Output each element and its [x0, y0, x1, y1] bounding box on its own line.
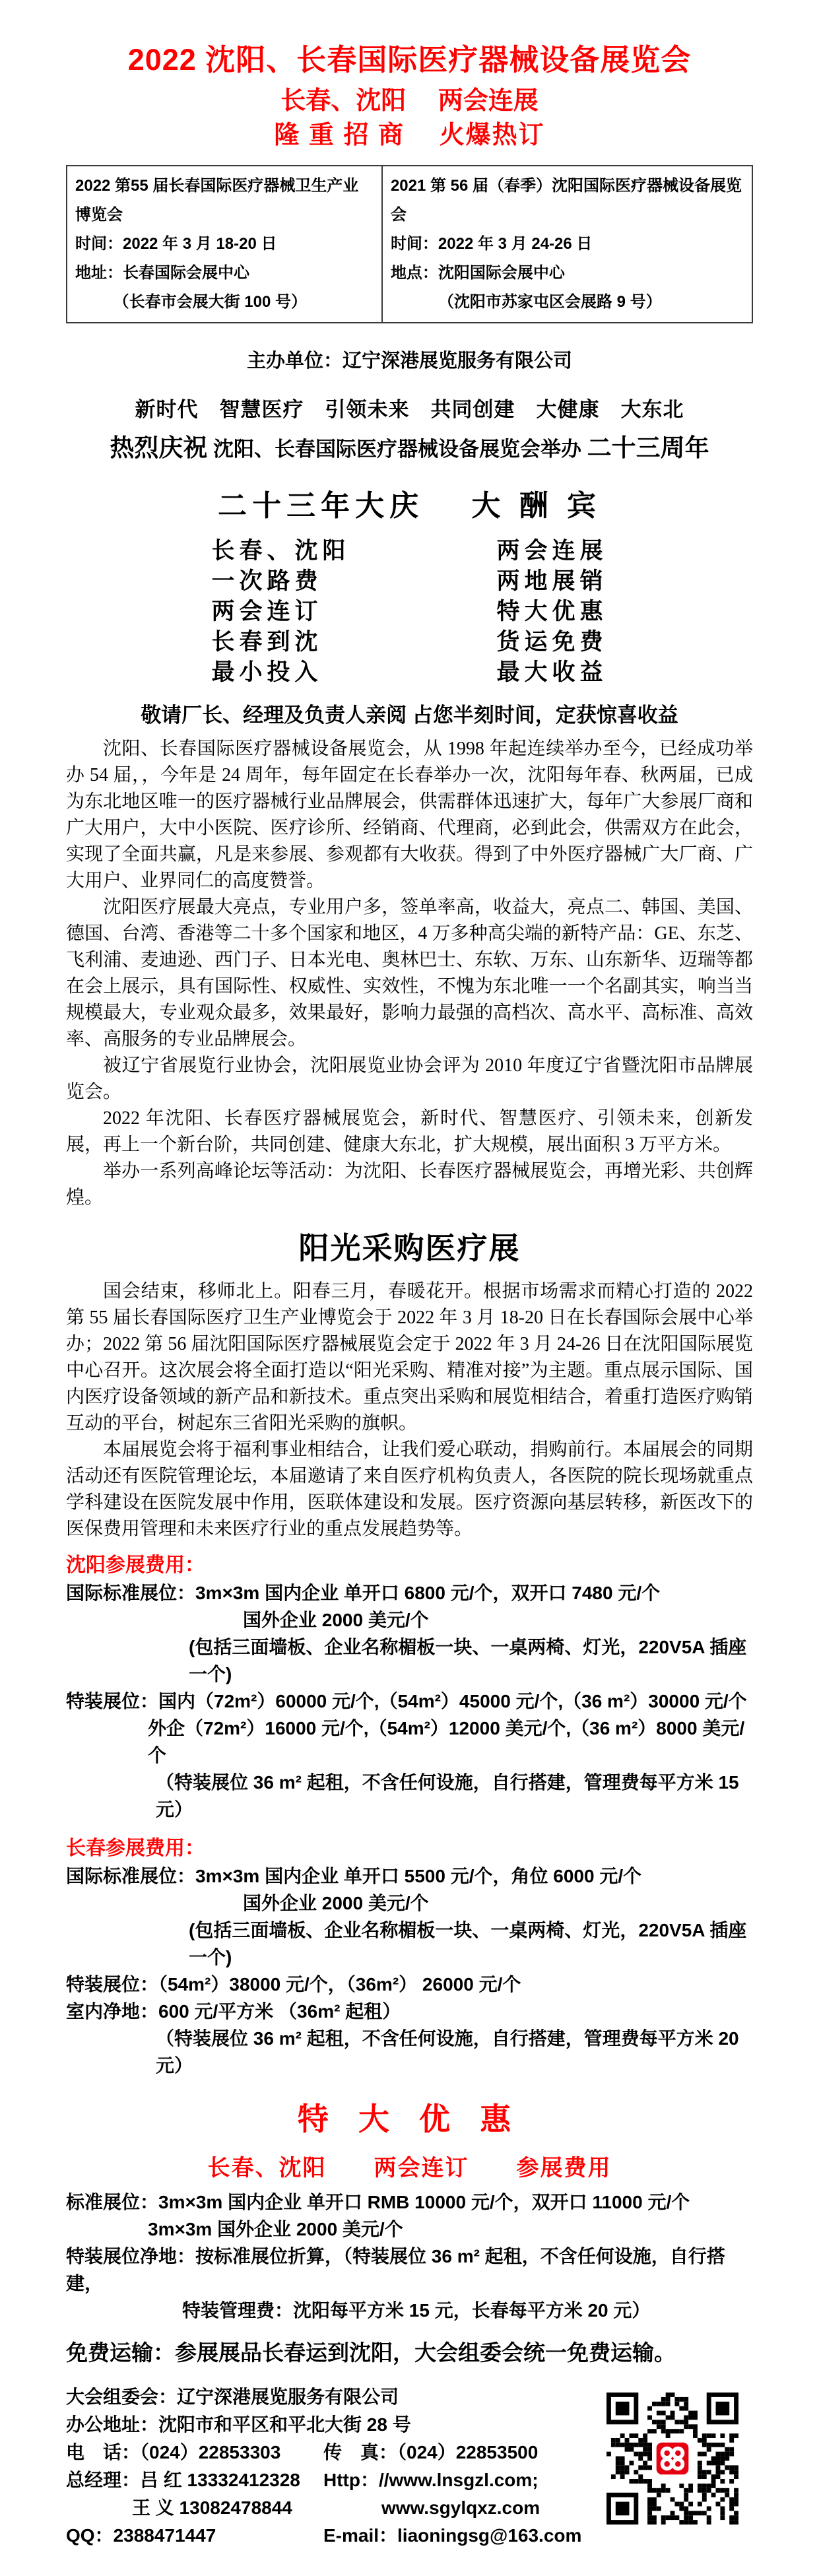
- committee-line: 大会组委会：辽宁深港展览服务有限公司: [66, 2387, 399, 2407]
- offer-right: 两会连展: [496, 538, 608, 564]
- special-offer-fees: [66, 2189, 753, 2324]
- offer-left: 两会连订: [211, 599, 323, 624]
- sunshine-paragraph: 本届展览会将于福利事业相结合，让我们爱心联动，捐购前行。本届展会的同期活动还有医院管理论坛，本届邀请了来自医疗机构负责人，各医院的院长现场就重点学科建设在医院发展中作用，医联体建设和发展。医疗资源向基层转移，新医改下的医保费用管理和未来医疗行业的重点发展趋势等。: [66, 1439, 753, 1539]
- intro-paragraph: 被辽宁省展览行业协会，沈阳展览业协会评为 2010 年度辽宁省暨沈阳市品牌展览会。: [66, 1055, 753, 1102]
- changchun-expo-venue: 地址：长春国际会展中心: [75, 264, 249, 282]
- shenyang-expo-venue: 地点：沈阳国际会展中心: [390, 264, 565, 282]
- invite-line: 敬请厂长、经理及负责人亲阅 占您半刻时间，定获惊喜收益: [141, 704, 678, 727]
- offer-row: [212, 597, 608, 627]
- main-title: 2022 沈阳、长春国际医疗器械设备展览会: [127, 43, 692, 77]
- intro-paragraph: 沈阳医疗展最大亮点，专业用户多，签单率高，收益大，亮点二、韩国、美国、德国、台湾、香港等二十多个国家和地区，4 万多种高尖端的新特产品：GE、东芝、飞利浦、麦迪逊、西门子、日本光电、奥林巴士、东软、万东、山东新华、迈瑞等都在会上展示，具有国际性、权威性、实效性，不愧为东北唯一一个名副其实，响当当规模最大，专业观众最多，效果最好，影响力最强的高档次、高水平、高标准、高效率、高服务的专业品牌展会。: [66, 897, 753, 1049]
- subtitle-investment: 隆 重 招 商 火爆热订: [274, 121, 545, 149]
- shenyang-fees-heading: 沈阳参展费用：: [66, 1554, 205, 1576]
- offer-right: 两地展销: [496, 568, 608, 594]
- sunshine-procurement-heading: 阳光采购医疗展: [298, 1231, 521, 1265]
- offer-row: [212, 536, 608, 566]
- special-offer-subheading: 长春、沈阳 两会连订 参展费用: [207, 2156, 612, 2181]
- era-slogan: 新时代 智慧医疗 引领未来 共同创建 大健康 大东北: [135, 398, 684, 421]
- general-manager-line: 总经理：吕 红 13332412328: [66, 2470, 300, 2490]
- celebrate-suffix: 二十三周年: [587, 434, 709, 461]
- organizer-line: 主办单位：辽宁深港展览服务有限公司: [246, 350, 572, 372]
- fax-line: 传 真：（024）22853500: [323, 2442, 539, 2462]
- offer-left: 长春、沈阳: [211, 538, 350, 564]
- shenyang-expo-time: 时间：2022 年 3 月 24-26 日: [390, 235, 593, 253]
- changchun-expo-venue-detail: （长春市会展大街 100 号）: [113, 293, 307, 311]
- fee-line: 国际标准展位：3m×3m 国内企业 单开口 5500 元/个，角位 6000 元/个: [66, 1866, 642, 1886]
- offer-left: 一次路费: [211, 568, 323, 594]
- contact-row: [66, 2522, 753, 2550]
- special-offer-heading: 特 大 优 惠: [297, 2101, 522, 2136]
- email-line: E-mail：liaoningsg@163.com: [323, 2525, 582, 2546]
- website2-line: www.sgylqxz.com: [381, 2497, 541, 2518]
- expo-cell-shenyang: [382, 166, 752, 323]
- fee-line: 标准展位：3m×3m 国内企业 单开口 RMB 10000 元/个，双开口 11000 元/个: [66, 2192, 690, 2212]
- offer-right: 最大收益: [496, 659, 608, 685]
- changchun-fees: [66, 1863, 753, 2079]
- fee-line: （特装展位 36 m² 起租，不含任何设施，自行搭建，管理费每平方米 20 元）: [156, 2028, 739, 2076]
- fee-line: 特装展位净地：按标准展位折算，（特装展位 36 m² 起租，不含任何设施，自行搭建，: [66, 2246, 725, 2294]
- subtitle-two-expos: 长春、沈阳 两会连展: [280, 87, 539, 115]
- wechat-qr-code-icon: [606, 2393, 738, 2525]
- free-shipping-line: 免费运输：参展展品长春运到沈阳，大会组委会统一免费运输。: [66, 2340, 676, 2365]
- offer-left: 最小投入: [211, 659, 323, 685]
- fee-line: (包括三面墙板、企业名称楣板一块、一桌两椅、灯光，220V5A 插座一个): [189, 1920, 747, 1967]
- expo-table: [66, 165, 753, 323]
- anniversary-banner: 二十三年大庆 大 酬 宾: [218, 490, 601, 522]
- expo-cell-changchun: [67, 166, 382, 323]
- changchun-expo-title: 2022 第55 届长春国际医疗器械卫生产业博览会: [75, 177, 359, 224]
- changchun-expo-time: 时间：2022 年 3 月 18-20 日: [75, 235, 277, 253]
- intro-paragraphs: [66, 736, 753, 1211]
- fee-line: 特装展位：国内（72m²）60000 元/个,（54m²）45000 元/个,（36 m²）30000 元/个: [66, 1691, 747, 1711]
- website-line: Http：//www.lnsgzl.com;: [323, 2470, 539, 2490]
- fee-line: 室内净地：600 元/平方米 （36m² 起租）: [66, 2001, 401, 2022]
- offer-left: 长春到沈: [211, 629, 323, 655]
- phone-line: 电 话：（024）22853303: [66, 2442, 281, 2462]
- offer-row: [212, 657, 608, 688]
- celebrate-line: [66, 428, 753, 463]
- intro-paragraph: 2022 年沈阳、长春医疗器械展览会，新时代、智慧医疗、引领未来，创新发展，再上一个新台阶，共同创建、健康大东北，扩大规模，展出面积 3 万平方米。: [66, 1108, 753, 1155]
- fee-line: (包括三面墙板、企业名称楣板一块、一桌两椅、灯光，220V5A 插座一个): [189, 1637, 747, 1684]
- shenyang-expo-venue-detail: （沈阳市苏家屯区会展路 9 号）: [438, 293, 662, 311]
- fee-line: 外企（72m²）16000 元/个,（54m²）12000 美元/个,（36 m²）8000 美元/个: [148, 1718, 745, 1766]
- qq-line: QQ：2388471447: [66, 2525, 216, 2546]
- fee-line: 3m×3m 国外企业 2000 美元/个: [148, 2219, 403, 2239]
- intro-paragraph: 沈阳、长春国际医疗器械设备展览会，从 1998 年起连续举办至今，已经成功举办 54 届，，今年是 24 周年，每年固定在长春举办一次，沈阳每年春、秋两届，已成为东北地区唯一的医疗器械行业品牌展会，供需群体迅速扩大，每年广大参展厂商和广大用户，大中小医院、医疗诊所、经销商、代理商，必到此会，供需双方在此会，实现了全面共赢，凡是来参展、参观都有大收获。得到了中外医疗器械广大厂商、广大用户、业界同仁的高度赞誉。: [66, 739, 753, 891]
- office-address-line: 办公地址：沈阳市和平区和平北大街 28 号: [66, 2414, 411, 2435]
- changchun-fees-heading: 长春参展费用：: [66, 1837, 205, 1859]
- fee-line: 特装管理费：沈阳每平方米 15 元，长春每平方米 20 元）: [182, 2300, 651, 2321]
- fee-line: 国外企业 2000 美元/个: [243, 1610, 429, 1630]
- offer-right: 货运免费: [496, 629, 608, 655]
- intro-paragraph: 举办一系列高峰论坛等活动：为沈阳、长春医疗器械展览会，再增光彩、共创辉煌。: [66, 1161, 753, 1208]
- offer-right: 特大优惠: [496, 599, 608, 624]
- celebrate-mid: 沈阳、长春国际医疗器械设备展览会举办: [207, 438, 587, 461]
- fee-line: 特装展位：（54m²）38000 元/个，（36m²） 26000 元/个: [66, 1974, 521, 1995]
- shenyang-expo-title: 2021 第 56 届（春季）沈阳国际医疗器械设备展览会: [390, 177, 742, 224]
- celebrate-prefix: 热烈庆祝: [110, 434, 208, 461]
- fee-line: 国外企业 2000 美元/个: [243, 1893, 429, 1913]
- offer-list: [212, 536, 608, 688]
- manager2-line: 王 义 13082478844: [132, 2497, 292, 2518]
- offer-row: [212, 566, 608, 597]
- contact-block: [66, 2383, 753, 2550]
- fee-line: （特装展位 36 m² 起租，不含任何设施，自行搭建，管理费每平方米 15 元）: [156, 1772, 739, 1820]
- offer-row: [212, 627, 608, 657]
- sunshine-paragraph: 国会结束，移师北上。阳春三月，春暖花开。根据市场需求而精心打造的 2022 第 55 届长春国际医疗卫生产业博览会于 2022 年 3 月 18-20 日在长春国际会展中心举办；2022 第 56 届沈阳国际医疗器械展览会定于 2022 年 3 月 24-26 日在沈阳国际展览中心召开。这次展会将全面打造以“阳光采购、精准对接”为主题。重点展示国际、国内医疗设备领域的新产品和新技术。重点突出采购和展览相结合，着重打造医疗购销互动的平台，树起东三省阳光采购的旗帜。: [66, 1281, 753, 1434]
- fee-line: 国际标准展位：3m×3m 国内企业 单开口 6800 元/个，双开口 7480 元/个: [66, 1583, 661, 1603]
- shenyang-fees: [66, 1579, 753, 1823]
- sunshine-paragraphs: [66, 1278, 753, 1542]
